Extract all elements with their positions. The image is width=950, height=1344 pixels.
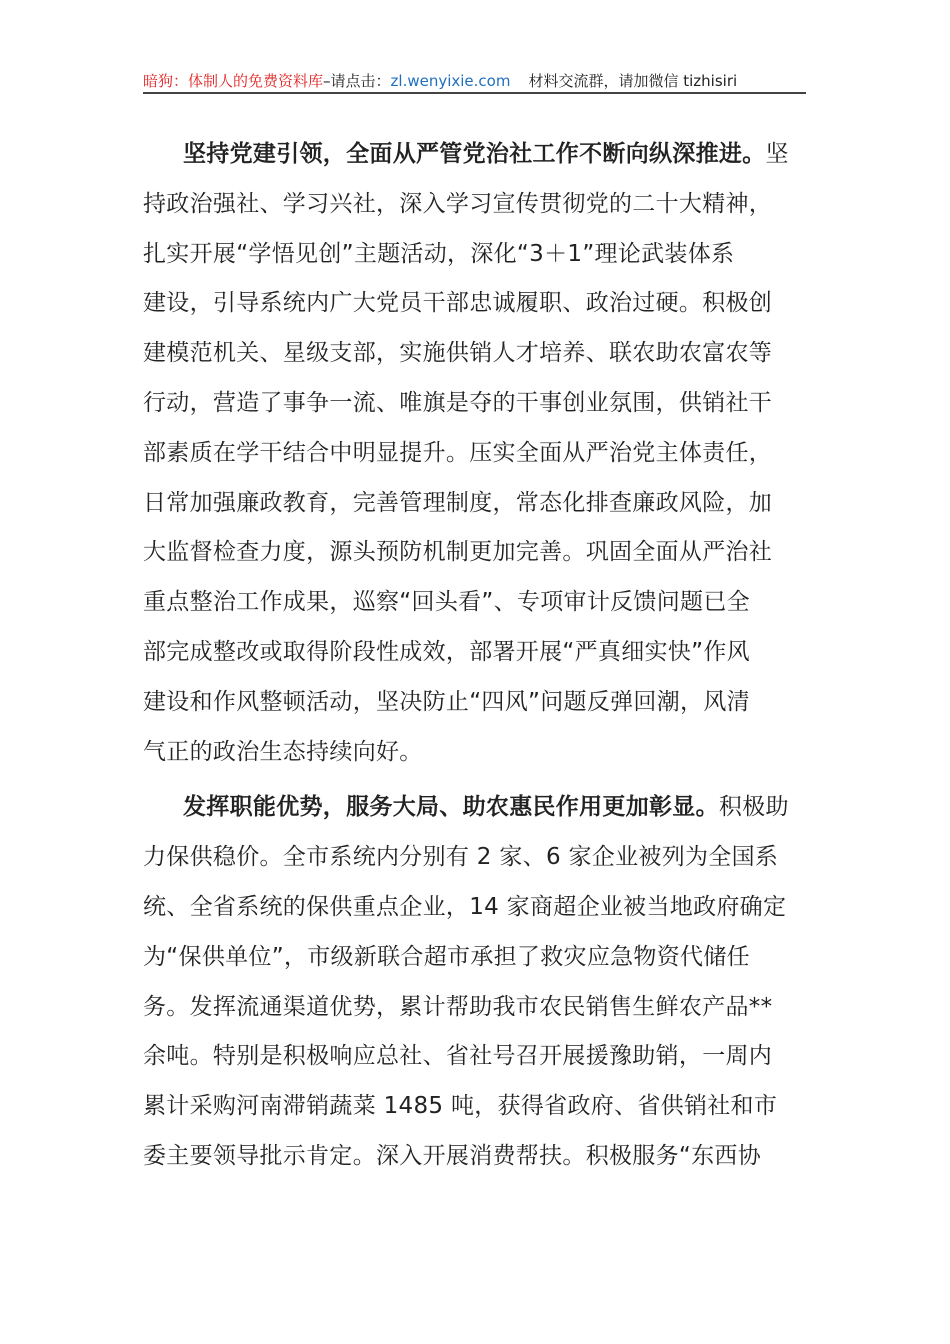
header-link[interactable]: zl.wenyixie.com: [390, 72, 511, 90]
text-line: 统、全省系统的保供重点企业，14 家商超企业被当地政府确定: [143, 893, 787, 920]
paragraph-text: 积极助: [718, 794, 789, 821]
text-line: 为“保供单位”，市级新联合超市承担了救灾应急物资代储任: [143, 943, 750, 970]
paragraph-lead: 坚持党建引领，全面从严管党治社工作不断向纵深推进。: [183, 141, 766, 167]
text-line: 建设和作风整顿活动，坚决防止“四风”问题反弹回潮，风清: [143, 688, 750, 715]
header-divider: [143, 92, 806, 94]
text-line: 气正的政治生态持续向好。: [143, 738, 423, 765]
paragraph-2: [143, 783, 813, 1181]
text-line: 累计采购河南滞销蔬菜 1485 吨，获得省政府、省供销社和市: [143, 1093, 778, 1120]
page-header: [143, 70, 806, 91]
text-line: 余吨。特别是积极响应总社、省社号召开展援豫助销，一周内: [143, 1043, 773, 1070]
text-line: 持政治强社、学习兴社，深入学习宣传贯彻党的二十大精神，: [143, 190, 773, 217]
text-line: 委主要领导批示肯定。深入开展消费帮扶。积极服务“东西协: [143, 1142, 762, 1169]
text-line: 部素质在学干结合中明显提升。压实全面从严治党主体责任，: [143, 439, 773, 466]
text-line: 行动，营造了事争一流、唯旗是夺的干事创业氛围，供销社干: [143, 389, 773, 416]
paragraph-1: [143, 130, 813, 777]
text-line: 务。发挥流通渠道优势，累计帮助我市农民销售生鲜农产品**: [143, 993, 773, 1020]
paragraph-text: 坚: [765, 141, 789, 167]
text-line: 扎实开展“学悟见创”主题活动，深化“3＋1”理论武装体系: [143, 240, 735, 267]
document-body: [143, 130, 813, 1182]
header-site-name: 暗狗：体制人的免费资料库: [143, 72, 324, 90]
header-click-prompt: –请点击：: [323, 72, 391, 90]
paragraph-lead: 发挥职能优势，服务大局、助农惠民作用更加彰显。: [183, 794, 719, 821]
text-line: 日常加强廉政教育，完善管理制度，常态化排查廉政风险，加: [143, 489, 773, 516]
text-line: 建模范机关、星级支部，实施供销人才培养、联农助农富农等: [143, 340, 773, 367]
text-line: 重点整治工作成果，巡察“回头看”、专项审计反馈问题已全: [143, 589, 750, 616]
text-line: 力保供稳价。全市系统内分别有 2 家、6 家企业被列为全国系: [143, 844, 779, 871]
header-group-note: 材料交流群，请加微信 tizhisiri: [528, 72, 738, 90]
text-line: 建设，引导系统内广大党员干部忠诚履职、政治过硬。积极创: [143, 290, 773, 317]
text-line: 大监督检查力度，源头预防机制更加完善。巩固全面从严治社: [143, 539, 773, 566]
text-line: 部完成整改或取得阶段性成效，部署开展“严真细实快”作风: [143, 638, 750, 665]
